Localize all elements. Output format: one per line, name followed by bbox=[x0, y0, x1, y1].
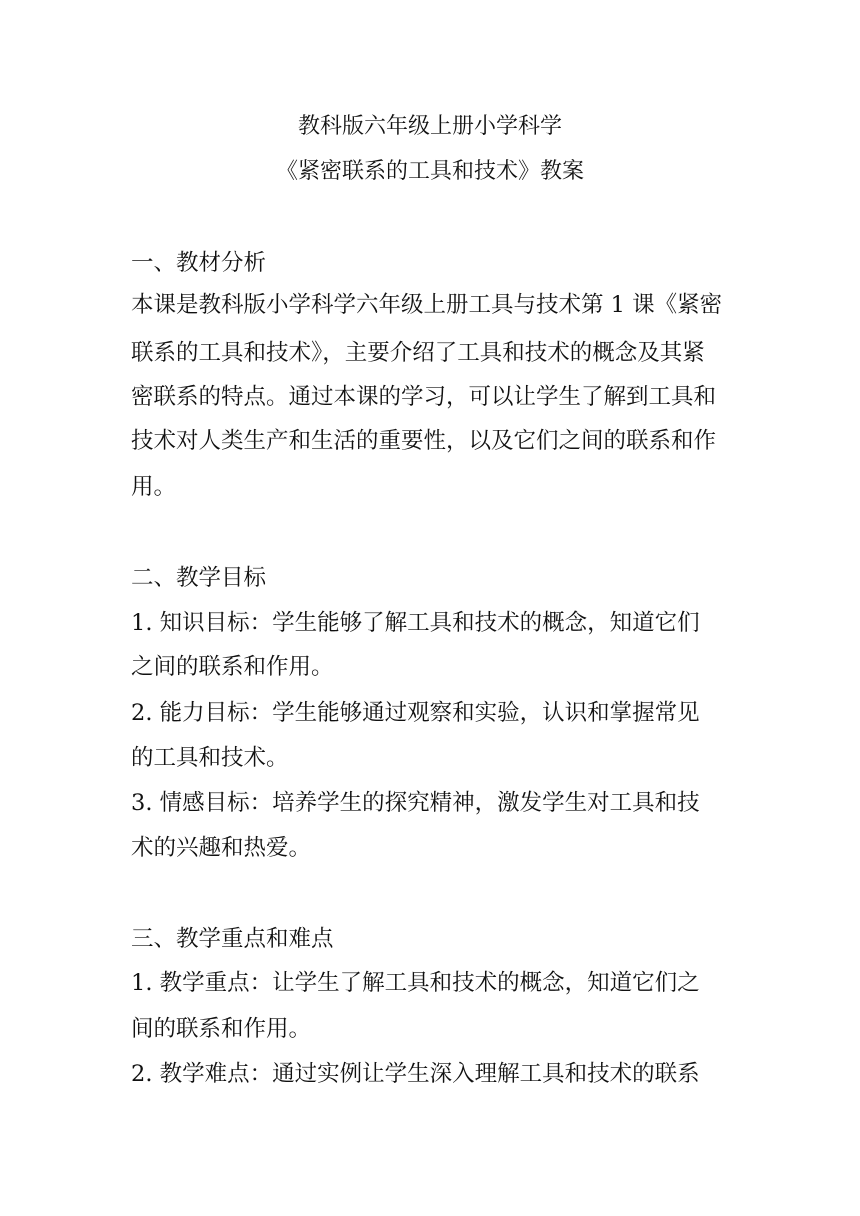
document-title-line-2: 《紧密联系的工具和技术》教案 bbox=[275, 159, 584, 184]
list-item-line: 间的联系和作用。 bbox=[131, 1016, 312, 1042]
list-item-line: 2. 教学难点：通过实例让学生深入理解工具和技术的联系 bbox=[131, 1061, 700, 1087]
paragraph-line: 用。 bbox=[131, 474, 177, 500]
list-item-line: 3. 情感目标：培养学生的探究精神，激发学生对工具和技 bbox=[131, 790, 700, 816]
section-heading-key-and-difficult-points: 三、教学重点和难点 bbox=[131, 926, 334, 952]
document-title-line-1: 教科版六年级上册小学科学 bbox=[297, 114, 562, 139]
paragraph-line: 联系的工具和技术》，主要介绍了工具和技术的概念及其紧 bbox=[131, 340, 705, 366]
list-item-line: 1. 教学重点：让学生了解工具和技术的概念，知道它们之 bbox=[131, 970, 700, 996]
paragraph-line: 技术对人类生产和生活的重要性，以及它们之间的联系和作 bbox=[131, 428, 717, 454]
section-heading-teaching-objectives: 二、教学目标 bbox=[131, 565, 267, 591]
section-heading-textbook-analysis: 一、教材分析 bbox=[131, 250, 267, 276]
paragraph-line: 密联系的特点。通过本课的学习，可以让学生了解到工具和 bbox=[131, 384, 717, 410]
list-item-line: 1. 知识目标：学生能够了解工具和技术的概念，知道它们 bbox=[131, 610, 700, 636]
list-item-line: 的工具和技术。 bbox=[131, 745, 289, 771]
paragraph-line: 本课是教科版小学科学六年级上册工具与技术第 1 课《紧密 bbox=[131, 292, 723, 318]
list-item-line: 之间的联系和作用。 bbox=[131, 654, 334, 680]
list-item-line: 2. 能力目标：学生能够通过观察和实验，认识和掌握常见 bbox=[131, 700, 700, 726]
list-item-line: 术的兴趣和热爱。 bbox=[131, 835, 312, 861]
